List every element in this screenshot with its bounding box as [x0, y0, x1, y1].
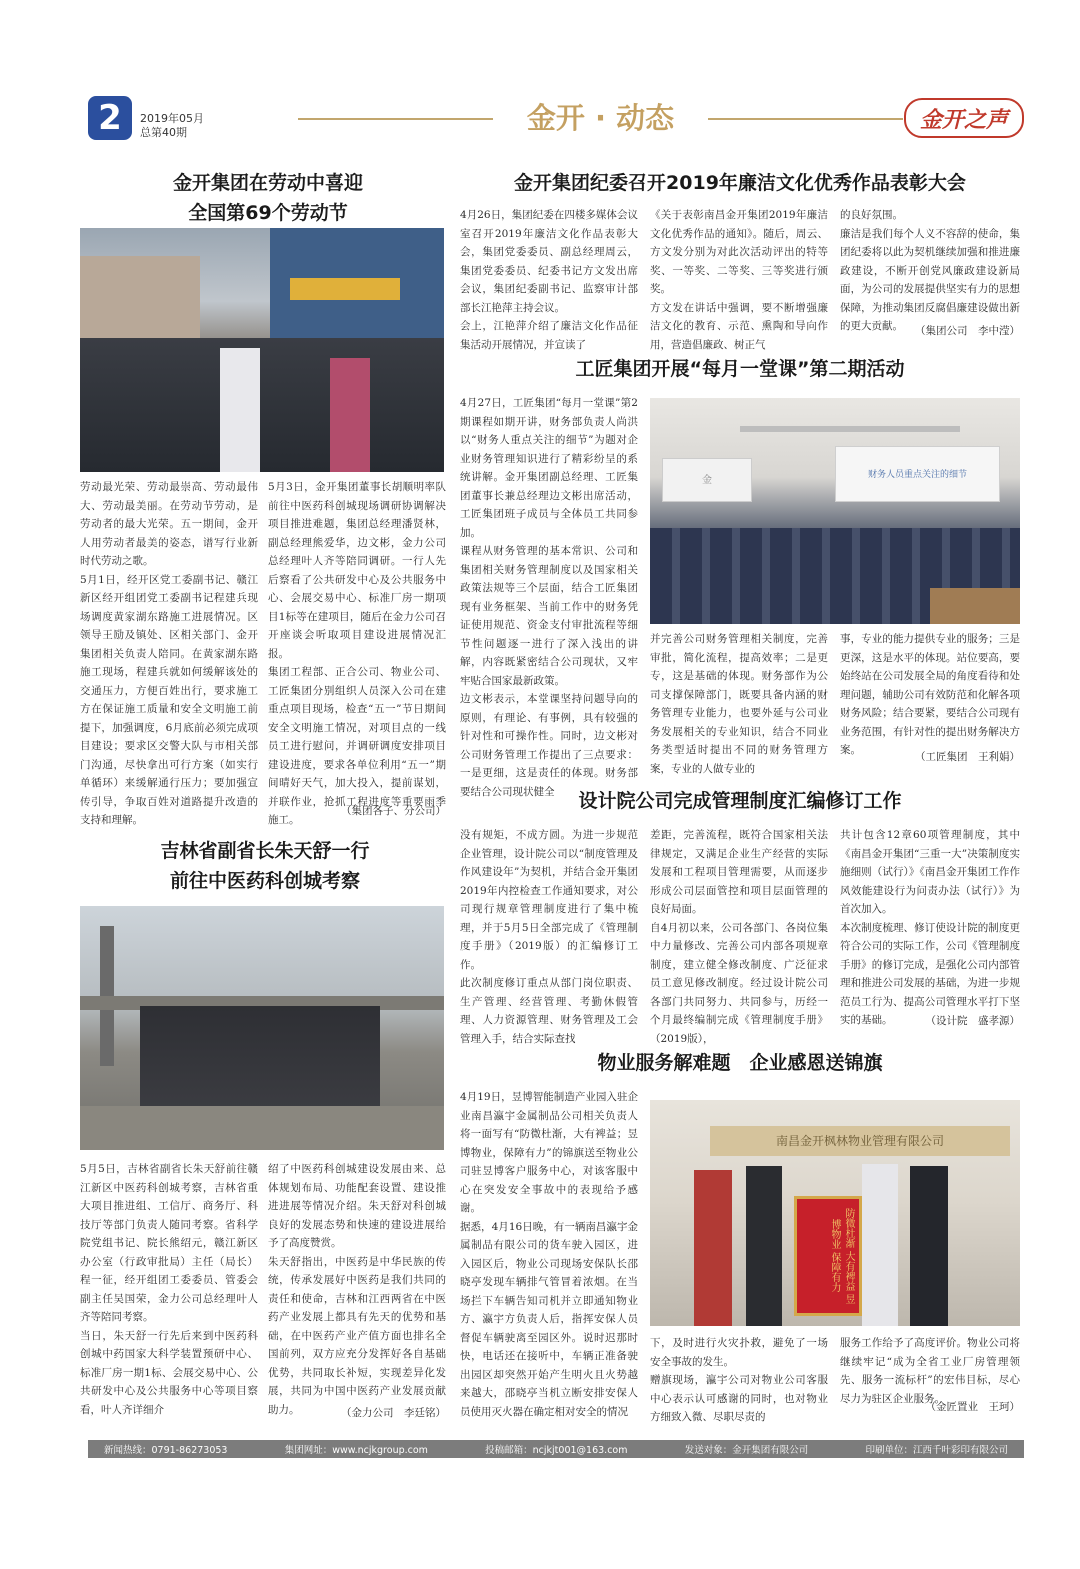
footer-printer: 印刷单位：江西千叶彩印有限公司 [865, 1445, 1008, 1456]
article4-title: 工匠集团开展“每月一堂课”第二期活动 [575, 358, 905, 380]
article1-credit: （集团各子、分公司） [341, 805, 446, 817]
article3-col1: 4月26日，集团纪委在四楼多媒体会议室召开2019年廉洁文化作品表彰大会，集团党委委员、副总经理周云，集团党委委员、纪委书记方文发出席会议，集团纪委副书记、监察审计部部长江艳萍主持会议。 会上，江艳萍介绍了廉洁文化作品征集活动开展情况，并宣读了 [460, 209, 638, 351]
article1-title: 金开集团在劳动中喜迎 全国第69个劳动节 [172, 172, 363, 224]
page-number-badge [88, 96, 132, 140]
article6-col2: 下，及时进行火灾扑救，避免了一场安全事故的发生。 赠旗现场，瀛宇公司对物业公司客服中心表示认可感谢的同时，也对物业方细致入微、尽职尽责的 [650, 1337, 828, 1423]
article4-col1: 4月27日，工匠集团“每月一堂课”第2期课程如期开讲，财务部负责人尚洪以“财务人重点关注的细节”为题对企业财务管理知识进行了精彩纷呈的系统讲解。金开集团副总经理、工匠集团董事长兼总经理边文彬出席活动，工匠集团班子成员与全体员工共同参加。 课程从财务管理的基本常识、公司和集团相关财务管理制度以及国家相关政策法规等三个层面，结合工匠集团现有业务框架、当前工作中的财务凭证使用规范、资金支付审批流程等细节性问题逐一进行了深入浅出的讲解，内容既紧密结合公司现状，又牢牢贴合国家最新政策。 边文彬表示，本堂课坚持问题导向的原则，有理论、有事例，具有较强的针对性和可操作性。同时，边文彬对公司财务管理工作提出了三点要求：一是更细，这是责任的体现。财务部要结合公司现状健全 [460, 397, 638, 798]
article3-credit: （集团公司 李中滢） [915, 325, 1020, 337]
article1-col2: 5月3日，金开集团董事长胡顺明率队前往中医药科创城现场调研协调解决项目推进难题，集团总经理潘贤林，副总经理熊爱华，边文彬，金力公司总经理叶人齐等陪同调研。一行人先后察看了公共研发中心及公共服务中心、会展交易中心、标准厂房一期项目1标等在建项目，随后在金力公司召开座谈会听取项目建设进展情况汇报。 集团工程部、正合公司、物业公司、工匠集团分别组织人员深入公司在建重点项目现场，检查“五一”节日期间安全文明施工情况，对项目点的一线员工进行慰问，并调研调度安排项目建设进度，要求各单位利用“五一”期间晴好天气，加大投入，提前谋划，并联作业，抢抓工程进度等重要雨季施工。 [268, 481, 446, 826]
footer-target: 发送对象：金开集团有限公司 [684, 1445, 809, 1456]
article6-col1: 4月19日，昱博智能制造产业园入驻企业南昌瀛宇金属制品公司相关负责人将一面写有“防微杜渐，大有裨益；昱博物业，保障有力”的锦旗送至物业公司驻昱博客户服务中心，对该客服中心在突发安全事故中的表现给予感谢。 据悉，4月16日晚，有一辆南昌瀛宇金属制品有限公司的货车驶入园区，进入园区后，物业公司现场安保队长邵晓亭发现车辆排气管冒着浓烟。在当场拦下车辆告知司机并立即通知物业方、瀛宇方负责人后，指挥安保人员督促车辆驶离至园区外。说时迟那时快，电话还在接听中，车辆正准备驶出园区却突然开始产生明火且火势越来越大，邵晓亭当机立断安排安保人员使用灭火器在确定相对安全的情况 [460, 1091, 638, 1418]
article2-title: 吉林省副省长朱天舒一行 前往中医药科创城考察 [160, 840, 370, 892]
projector-screen: 财务人员重点关注的细节 [835, 446, 1000, 502]
article5-col1: 没有规矩，不成方圆。为进一步规范企业管理，设计院公司以“制度管理及作风建设年”为契机，并结合金开集团2019年内控检查工作通知要求，对公司现行规章管理制度进行了集中梳理，并于5月5日全部完成了《管理制度手册》（2019版）的汇编修订工作。 此次制度修订重点从部门岗位职责、生产管理、经营管理、考勤休假管理、人力资源管理、财务管理及工会管理入手，结合实际查找 [460, 829, 638, 1045]
brand-stamp-text: 金开之声 [919, 106, 1008, 133]
article2-credit: （金力公司 李廷铭） [341, 1407, 446, 1419]
masthead [88, 96, 1024, 142]
article1-col1: 劳动最光荣、劳动最崇高、劳动最伟大、劳动最美丽。在劳动节劳动，是劳动者的最大光荣。五一期间，金开人用劳动者最美的姿态，谱写行业新时代劳动之歌。 5月1日，经开区党工委副书记、赣江新区经开组团党工委副书记程建兵现场调度黄家湖东路施工进展情况。区领导王励及镇处、区相关部门、金开集团相关负责人陪同。在黄家湖东路施工现场，程建兵就如何缓解该处的交通压力，方便百姓出行，要求施工方在保证施工质量和安全文明施工前提下，加强调度，6月底前必须完成项目建设；要求区交警大队与市相关部门沟通，尽快拿出可行方案（如实行单循环）来缓解通行压力；要加强宣传引导，争取百姓对道路提升改造的支持和理解。 [80, 481, 258, 826]
footer-email: 投稿邮箱：ncjkjt001@163.com [485, 1445, 628, 1456]
masthead-rule-left [298, 118, 493, 120]
page-number: 2 [98, 98, 122, 138]
article5-credit: （设计院 盛孝源） [925, 1015, 1020, 1027]
footer-hotline: 新闻热线：0791-86273053 [104, 1445, 228, 1456]
issue-date: 2019年05月 [140, 112, 204, 125]
photo-banner-gift [650, 1100, 1020, 1326]
article4-credit: （工匠集团 王利娟） [915, 751, 1020, 763]
article6-title: 物业服务解难题 企业感恩送锦旗 [597, 1052, 883, 1074]
photo-jilin-visit [80, 906, 444, 1150]
photo-labor-day-site [80, 228, 444, 472]
article5-col2: 差距，完善流程，既符合国家相关法律规定，又满足企业生产经营的实际发展和工程项目管理需要，从而逐步形成公司层面管控和项目层面管理的良好局面。 自4月初以来，公司各部门、各岗位集中力量修改、完善公司内部各项规章制度，建立健全修改制度、广泛征求员工意见修改制度。经过设计院公司各部门共同努力、共同参与，历经一个月最终编制完成《管理制度手册》（2019版）， [650, 829, 828, 1045]
article2-col1: 5月5日，吉林省副省长朱天舒前往赣江新区中医药科创城考察，吉林省重大项目推进组、工信厅、商务厅、科技厅等部门负责人随同考察。省科学院党组书记、院长熊绍元，赣江新区办公室（行政审批局）主任（局长）程一征，经开组团工委委员、管委会副主任吴国荣，金力公司总经理叶人齐等陪同考察。 当日，朱天舒一行先后来到中医药科创城中药国家大科学装置预研中心、标准厂房一期1标、会展交易中心、公共研发中心及公共服务中心等项目察看，叶人齐详细介 [80, 1163, 258, 1416]
section-title: 金开 · 动态 [526, 101, 675, 135]
masthead-rule-right [708, 118, 903, 120]
silk-banner: 防微杜渐 大有裨益 昱博物业 保障有力 [794, 1196, 862, 1316]
article5-col3: 共计包含12章60项管理制度，其中《南昌金开集团“三重一大”决策制度实施细则（试行）》《南昌金开集团工作作风效能建设行为问责办法（试行）》为首次加入。 本次制度梳理、修订使设计院的制度更符合公司的实际工作，公司《管理制度手册》的修订完成，是强化公司内部管理和推进公司发展的基础，为进一步规范员工行为、提高公司管理水平打下坚实的基础。 [840, 829, 1020, 1026]
brand-stamp [904, 98, 1024, 138]
article3-col2: 《关于表彰南昌金开集团2019年廉洁文化优秀作品的通知》。随后，周云、方文发分别为对此次活动评出的特等奖、一等奖、二等奖、三等奖进行颁奖。 方文发在讲话中强调，要不断增强廉洁文化的教育、示范、熏陶和导向作用，营造倡廉政、树正气 [650, 209, 828, 351]
photo-finance-lecture [650, 398, 1020, 624]
article3-title: 金开集团纪委召开2019年廉洁文化优秀作品表彰大会 [514, 172, 966, 194]
article5-title: 设计院公司完成管理制度汇编修订工作 [578, 790, 902, 812]
left-screen: 金 [662, 458, 752, 502]
footer-website: 集团网址：www.ncjkgroup.com [284, 1445, 428, 1456]
article4-col2: 并完善公司财务管理相关制度，完善审批，简化流程，提高效率；二是更专，这是基础的体现。财务部作为公司支撑保障部门，既要具备内涵的财务管理专业能力，也要外延与公司业务发展相关的专业知识，结合不同业务类型适时提出不同的财务管理方案，专业的人做专业的 [650, 633, 828, 775]
article3-col3: 的良好氛围。 廉洁是我们每个人义不容辞的使命，集团纪委将以此为契机继续加强和推进廉政建设，不断开创党风廉政建设新局面，为公司的发展提供坚实有力的思想保障，为推动集团反腐倡廉建设做出新的更大贡献。 [840, 209, 1020, 332]
footer-bar [88, 1440, 1024, 1458]
article6-col3: 服务工作给予了高度评价。物业公司将继续牢记“成为全省工业厂房管理领先、服务一流标杆”的宏伟目标，尽心尽力为驻区企业服务。 [840, 1337, 1020, 1405]
article4-col3: 事，专业的能力提供专业的服务；三是更深，这是水平的体现。站位要高，要始终站在公司发展全局的角度看待和处理问题，辅助公司有效防范和化解各项财务风险；结合要紧，要结合公司现有业务范围，有针对性的提出财务解决方案。 [840, 633, 1020, 756]
office-sign: 南昌金开枫林物业管理有限公司 [710, 1126, 1010, 1156]
article2-col2: 绍了中医药科创城建设发展由来、总体规划布局、功能配套设置、建设推进进展等情况介绍。朱天舒对科创城良好的发展态势和快速的建设进展给予了高度赞赏。 朱天舒指出，中医药是中华民族的传统，传承发展好中医药是我们共同的责任和使命，吉林和江西两省在中医药产业发展上都具有先天的优势和基础，在中医药产业产值方面也排名全国前列，双方应充分发挥好各自基础优势，共同取长补短，实现差异化发展，共同为中国中医药产业发展贡献助力。 [268, 1163, 446, 1416]
article6-credit: （金匠置业 王珂） [925, 1401, 1020, 1413]
issue-number: 总第40期 [140, 126, 187, 139]
